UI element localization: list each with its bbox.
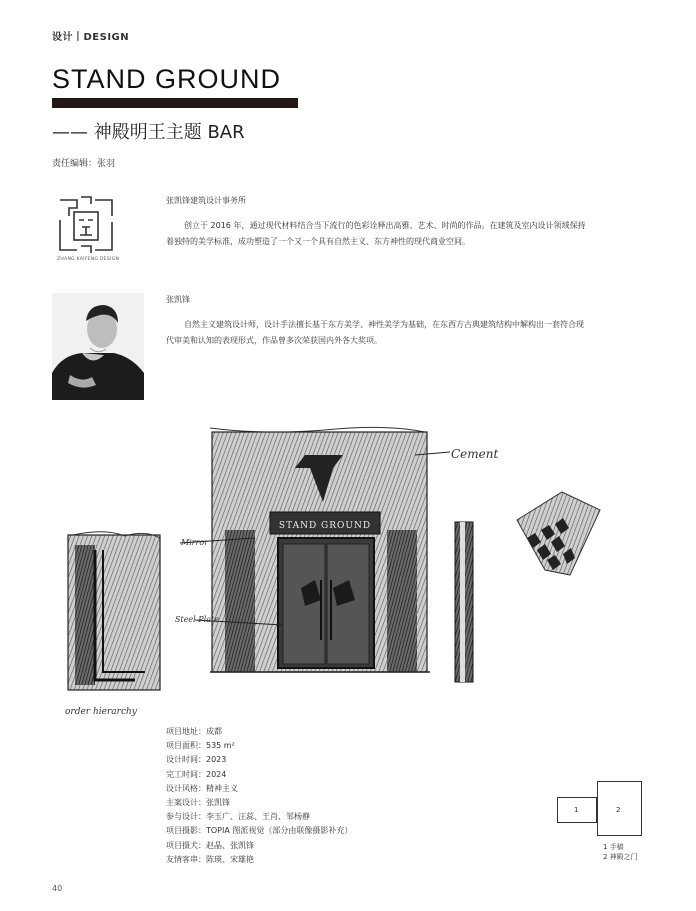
info-design-time: 设计时间：2023 [166,755,227,765]
info-team: 参与设计：李玉广、汪蕊、王肖、邹杨静 [166,812,310,822]
sign-text: STAND GROUND [278,521,372,531]
firm-logo [57,194,115,256]
page-title-chinese: —— 神殿明王主题 BAR [52,122,245,143]
info-style: 设计风格：精神主义 [166,783,238,793]
designer-portrait [52,293,144,400]
info-photography: 项目摄影：TOPIA 图派视觉（部分由联像摄影补充） [166,826,353,836]
hand-sketch [65,410,625,720]
project-info [166,725,352,867]
info-guests: 友情客串：陈瑛、宋雄艳 [166,854,254,864]
label-mirror: Mirror [181,538,209,547]
info-dog: 项目摄犬：赵晶、张凯锋 [166,840,254,850]
info-location: 项目地址：成都 [166,727,222,736]
page-title-english: STAND GROUND [52,64,282,94]
section-tag: 设计丨DESIGN [52,32,130,43]
legend-box-1-number: 1 [574,806,579,814]
legend-item: 1 手稿 [603,843,624,851]
legend-box-2-number: 2 [616,806,621,814]
firm-description: 创立于 2016 年，通过现代材料结合当下流行的色彩诠释出高雅、艺术、时尚的作品。在建筑及室内设计领域保持着独特的美学标准，成功塑造了一个又一个具有自然主义、东方神性的现代商业空间。 [166,221,586,246]
info-completion-time: 完工时间：2024 [166,769,227,779]
label-order-hierarchy: order hierarchy [65,707,137,717]
page-number: 40 [52,884,63,893]
order-hierarchy-sketch [68,532,160,690]
label-cement: Cement [451,447,499,461]
editor-credit: 责任编辑：张羽 [52,159,116,169]
label-steel-plate: Steel Plate [175,615,219,624]
logo-caption: ZHANG KAIFENG DESIGN [57,257,120,262]
detail-sketches [455,492,600,682]
title-underline-bar [52,98,298,108]
firm-name: 张凯锋建筑设计事务所 [166,196,246,205]
designer-name: 张凯锋 [166,295,190,304]
legend-item: 2 神殿之门 [603,852,638,861]
legend-box-2 [597,781,642,836]
legend-box-1 [557,797,597,823]
legend-list [603,843,638,862]
info-area: 项目面积：535 m² [166,741,235,751]
designer-description: 自然主义建筑设计师，设计手法擅长基于东方美学、神性美学为基础，在东西方古典建筑结构中解构出一套符合现代审美和认知的表现形式，作品曾多次荣获国内外各大奖项。 [166,320,584,345]
info-lead-designer: 主案设计：张凯锋 [166,798,230,808]
facade-sketch [180,427,450,672]
